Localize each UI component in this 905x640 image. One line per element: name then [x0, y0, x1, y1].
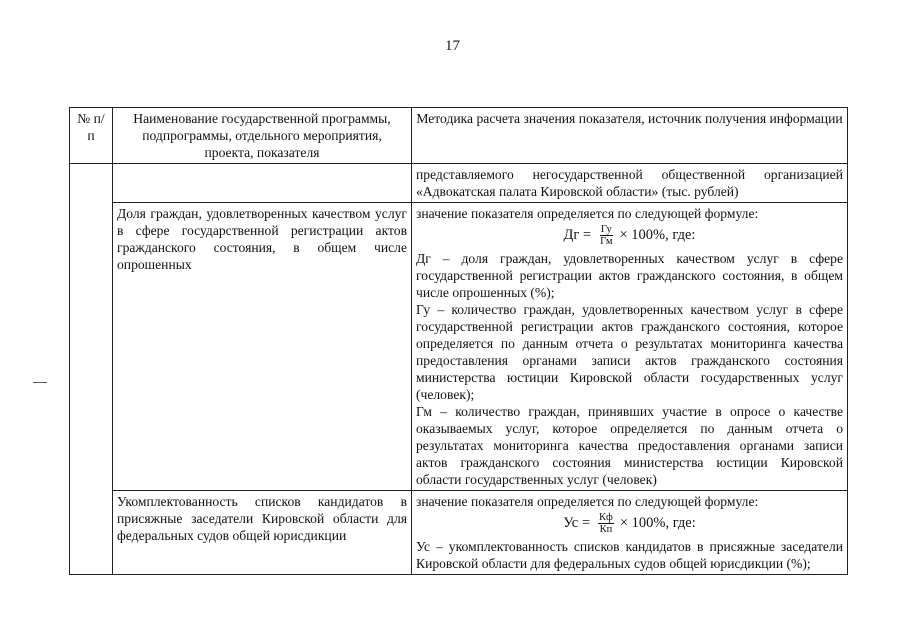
formula: [416, 224, 843, 247]
formula-rhs: × 100%, где:: [619, 227, 696, 243]
indicator-methodology-table: [69, 107, 848, 575]
header-name: Наименование государственной программы, подпрограммы, отдельного мероприятия, проекта, показателя: [113, 108, 412, 164]
row-number-cell: [70, 164, 113, 575]
formula-fraction: [599, 224, 613, 247]
header-number: № п/п: [70, 108, 113, 164]
formula-lhs: Дг =: [563, 227, 592, 243]
formula-numerator: Гу: [600, 224, 612, 235]
formula-denominator: Гм: [600, 236, 613, 247]
table-row: [70, 164, 848, 203]
definition: Гу – количество граждан, удовлетворенных качеством услуг в сфере государственной регистрации актов гражданского состояния, которое определяется по данным отчета о результатах мониторинга качества предоставления органами записи актов гражданского состояния министерства юстиции Кировской области государственных услуг (человек);: [416, 302, 843, 402]
margin-mark: [33, 382, 47, 383]
table-row: [70, 203, 848, 491]
table-header-row: [70, 108, 848, 164]
indicator-name: Укомплектованность списков кандидатов в присяжные заседатели Кировской области для федеральных судов общей юрисдикции: [113, 491, 412, 575]
formula-lhs: Ус =: [563, 515, 590, 531]
formula-rhs: × 100%, где:: [619, 515, 696, 531]
formula-denominator: Кп: [599, 524, 613, 535]
row-method-cell: представляемого негосударственной общественной организацией «Адвокатская палата Кировской области» (тыс. рублей): [412, 164, 848, 203]
formula-numerator: Кф: [599, 512, 613, 523]
indicator-method: [412, 203, 848, 491]
formula-fraction: [598, 512, 614, 535]
indicator-name: Доля граждан, удовлетворенных качеством услуг в сфере государственной регистрации актов гражданского состояния, в общем числе опрошенных: [113, 203, 412, 491]
header-method: Методика расчета значения показателя, источник получения информации: [412, 108, 848, 164]
page-number: 17: [445, 38, 460, 54]
table-row: [70, 491, 848, 575]
indicator-method: [412, 491, 848, 575]
definition: Ус – укомплектованность списков кандидатов в присяжные заседатели Кировской области для федеральных судов общей юрисдикции (%);: [416, 539, 843, 571]
row-name-cell: [113, 164, 412, 203]
definition: Гм – количество граждан, принявших участие в опросе о качестве оказываемых услуг, которое определяется по данным отчета о результатах мониторинга качества предоставления органами записи актов гражданского состояния министерства юстиции Кировской области государственных услуг (человек): [416, 404, 843, 487]
formula: [416, 512, 843, 535]
formula-intro: значение показателя определяется по следующей формуле:: [416, 494, 759, 509]
definition: Дг – доля граждан, удовлетворенных качеством услуг в сфере государственной регистрации актов гражданского состояния, в общем числе опрошенных (%);: [416, 251, 843, 300]
formula-intro: значение показателя определяется по следующей формуле:: [416, 206, 759, 221]
